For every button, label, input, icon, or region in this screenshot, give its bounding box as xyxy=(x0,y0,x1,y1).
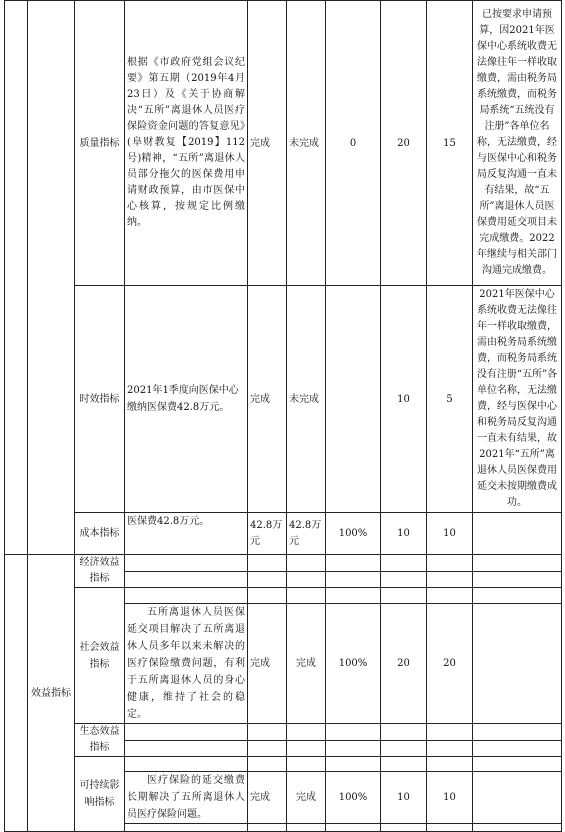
performance-table xyxy=(4,0,562,832)
target-value: 完成 xyxy=(248,286,287,513)
score-value: 10 xyxy=(427,513,473,555)
left-border-cell xyxy=(5,555,28,832)
indicator-desc: 医疗保险的延交缴费长期解决了五所离退休人员医疗保险问题。 xyxy=(125,772,248,824)
indicator-desc: 五所离退休人员医保延交项目解决了五所离退休人员多年以来未解决的医疗保险缴费问题，有利于五所离退休人员的身心健康，维持了社会的稳定。 xyxy=(125,604,248,724)
benefit-category: 效益指标 xyxy=(28,555,75,832)
weight-value: 10 xyxy=(381,772,427,824)
completion-rate xyxy=(326,286,381,513)
actual-value: 未完成 xyxy=(287,286,326,513)
target-value: 完成 xyxy=(248,604,287,724)
weight-value: 20 xyxy=(381,1,427,286)
actual-value: 42.8万元 xyxy=(287,513,326,555)
completion-rate: 100% xyxy=(326,772,381,824)
score-value: 15 xyxy=(427,1,473,286)
row-social xyxy=(5,588,562,604)
weight-value: 10 xyxy=(381,286,427,513)
completion-rate: 100% xyxy=(326,513,381,555)
indicator-desc: 2021年1季度向医保中心缴纳医保费42.8万元。 xyxy=(125,286,248,513)
indicator-desc: 根据《市政府党组会议纪要》第五期（2019年4月23日）及《关于协商解决“五所”离退休人员医疗保险资金问题的答复意见》(阜财教复【2019】112号)精神，“五所”离退休人员部分拖欠的医保费用申请财政预算，由市医保中心核算，按规定比例缴纳。 xyxy=(125,1,248,286)
target-value: 完成 xyxy=(248,1,287,286)
category-cell-output xyxy=(28,1,75,555)
actual-value: 完成 xyxy=(287,772,326,824)
actual-value: 完成 xyxy=(287,604,326,724)
row-ecological xyxy=(5,724,562,741)
indicator-name: 社会效益指标 xyxy=(75,588,125,724)
indicator-name: 成本指标 xyxy=(75,513,125,555)
row-sustainable xyxy=(5,757,562,772)
deviation-reason xyxy=(473,513,562,555)
deviation-reason: 已按要求申请预算，因2021年医保中心系统收费无法像往年一样收取缴费，需由税务局系统缴费，而税务局系统“五统没有注册”各单位名称，无法缴费，经与医保中心和税务局反复沟通一直未有结果，故“五所”离退休人员医保费用延交项目未完成缴费。2022年继续与相关部门沟通完成缴费。 xyxy=(473,1,562,286)
row-cost xyxy=(5,513,562,555)
indicator-name: 生态效益指标 xyxy=(75,724,125,757)
actual-value: 未完成 xyxy=(287,1,326,286)
deviation-reason: 2021年医保中心系统收费无法像往年一样收取缴费，需由税务局系统缴费，而税务局系统没有注册“五所”各单位名称，无法缴费，经与医保中心和税务局反复沟通一直未有结果，故2021年“五所”离退休人员医保费用延交未按期缴费成功。 xyxy=(473,286,562,513)
completion-rate: 0 xyxy=(326,1,381,286)
target-value: 42.8万元 xyxy=(248,513,287,555)
indicator-name: 可持续影响指标 xyxy=(75,757,125,832)
left-border-cell xyxy=(5,1,28,555)
indicator-name: 时效指标 xyxy=(75,286,125,513)
completion-rate: 100% xyxy=(326,604,381,724)
row-quality xyxy=(5,1,562,286)
target-value: 完成 xyxy=(248,772,287,824)
score-value: 10 xyxy=(427,772,473,824)
indicator-name: 经济效益指标 xyxy=(75,555,125,588)
indicator-name: 质量指标 xyxy=(75,1,125,286)
score-value: 5 xyxy=(427,286,473,513)
indicator-desc: 医保费42.8万元。 xyxy=(125,513,248,555)
weight-value: 20 xyxy=(381,604,427,724)
row-timeliness xyxy=(5,286,562,513)
row-economic xyxy=(5,555,562,572)
weight-value: 10 xyxy=(381,513,427,555)
score-value: 20 xyxy=(427,604,473,724)
